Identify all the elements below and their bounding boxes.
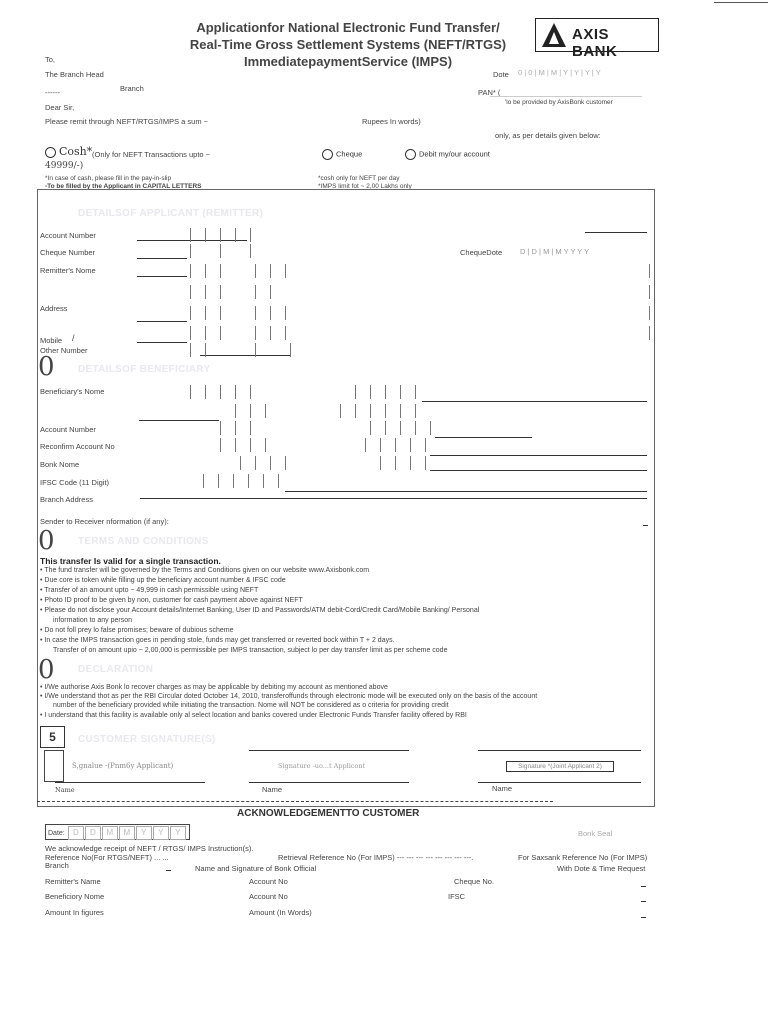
cheque-number-label: Cheque Number — [40, 248, 96, 257]
please-remit: Please remit through NEFT/RTGS/IMPS a sum ~ — [45, 117, 209, 126]
declaration-item: • I/We authorise Axis Bonk lo recover charges as may be applicable by debiting my account as mentioned above — [40, 684, 388, 691]
account-number-field[interactable] — [137, 240, 247, 241]
signature-section-heading: CUSTOMER SIGNATURE(S) — [78, 734, 216, 745]
joint2-name-label: Name — [492, 784, 513, 793]
account-number-label: Account Number — [40, 231, 96, 240]
address-label: Address — [40, 304, 68, 313]
form-title-line2: Real-Time Gross Settlement Systems (NEFT/RTGS) — [189, 37, 507, 52]
cosh-neft-note: *cosh only for NEFT per day — [318, 175, 400, 182]
branch-address-field[interactable] — [140, 498, 647, 499]
axis-bank-logo: AXIS BANK — [535, 18, 659, 52]
beneficiary-name-label: Beneficiary's Nome — [40, 387, 105, 396]
signature-thumb-box — [44, 750, 64, 782]
mobile-field[interactable] — [137, 342, 187, 343]
terms-item: • Transfer of an amount upto ~ 49,999 in cash permissible using NEFT — [40, 587, 258, 594]
joint-signature-2-line[interactable] — [478, 750, 641, 751]
joint-signature-2-label: Signature *(Joint Applicant 2) — [506, 761, 614, 772]
ifsc-field[interactable] — [285, 491, 647, 492]
sender-info-field[interactable] — [643, 525, 648, 526]
beneficiary-account-label: Account Number — [40, 425, 96, 434]
terms-item: • The fund transfer will be governed by the Terms and Conditions given on our website www.Axisbonk.com — [40, 567, 369, 574]
reconfirm-account-field[interactable] — [430, 455, 647, 456]
ack-amount-line[interactable] — [641, 917, 646, 918]
bank-name-field[interactable] — [430, 470, 647, 471]
signature-section-number: 5 — [40, 726, 65, 748]
ack-ifsc-line[interactable] — [641, 901, 646, 902]
joint1-name-line[interactable] — [249, 782, 409, 783]
imps-limit-note: *IMPS limit fot ~ 2,00 Lakhs only — [318, 183, 412, 190]
cheque-date-label: ChequeDote — [460, 248, 503, 257]
terms-item: • Photo ID proof to be given by non, customer for cash payment above against NEFT — [40, 597, 303, 604]
beneficiary-name-field[interactable] — [422, 401, 647, 402]
terms-section-heading: TERMS AND CONDITIONS — [78, 536, 209, 547]
terms-continuation: Transfer of on amount upio ~ 2,00,000 is permissible per IMPS transaction, subject lo per day transfer limit as per scheme code — [53, 647, 448, 654]
declaration-section-number: 0 — [38, 655, 55, 685]
form-title-line3: ImmediatepaymentService (IMPS) — [243, 54, 453, 69]
ack-beneficiary-account: Account No — [249, 892, 288, 901]
ack-account-no: Account No — [249, 877, 288, 886]
ack-ifsc: IFSC — [448, 892, 466, 901]
ifsc-label: IFSC Code (11 Digit) — [40, 478, 110, 487]
ack-date-label: Date: — [48, 830, 65, 837]
cheque-date-field[interactable]: D | D | M | M Y Y Y Y — [520, 247, 590, 256]
beneficiary-section-number: 0 — [38, 352, 55, 382]
other-number-field[interactable] — [200, 355, 290, 356]
mobile-label: Mobile — [40, 336, 63, 345]
beneficiary-name-field-2[interactable] — [139, 420, 219, 421]
primary-signature-label: S,gnalue -(Pnm6y Applicant) — [72, 762, 174, 770]
terms-item: • In case the IMPS transaction goes in pending stole, funds may get transferred or reverted bock within T + 2 days. — [40, 637, 395, 644]
branch-head-label: The Branch Head — [45, 70, 104, 79]
ack-ref-no: Reference No(For RTGS/NEFT) ... ... — [45, 853, 169, 862]
rupees-in-words: Rupees In words) — [362, 117, 421, 126]
date-field[interactable]: 0 | 0 | M | M | Y | Y | Y | Y — [518, 68, 601, 77]
joint-signature-1-line[interactable] — [249, 750, 409, 751]
ack-name-signature: Name and Signature of Bonk Official — [195, 864, 317, 873]
ack-cheque-line[interactable] — [641, 886, 646, 887]
terms-item: • Due core is token while filling up the beneficiary account number & IFSC code — [40, 577, 286, 584]
declaration-item: • I understand that this facility is available only al select location and banks covered under Electronic Funds Transfer facility offered by RBI — [40, 712, 467, 719]
cash-option[interactable]: Cosh* — [45, 145, 92, 158]
ack-amount-figures: Amount In figures — [45, 908, 104, 917]
pan-label: PAN* ( — [478, 88, 501, 97]
joint1-name-label: Name — [262, 785, 283, 794]
cash-payin-note: *In case of cash, please fill in the pay-in-slip — [45, 175, 172, 182]
terms-section-number: 0 — [38, 526, 55, 556]
declaration-section-heading: DECLARATION — [78, 664, 154, 675]
cheque-option[interactable]: Cheque — [322, 149, 362, 160]
cut-line — [37, 801, 553, 802]
reconfirm-account-label: Reconfirm Account No — [40, 442, 115, 451]
cheque-radio-icon[interactable] — [322, 149, 333, 160]
pan-note: 'lo be provided by AxisBonk customer — [505, 99, 613, 106]
terms-item: • Do not foll prey lo false promises; beware of dubious scheme — [40, 627, 234, 634]
branch-label: Branch — [120, 84, 144, 93]
beneficiary-account-field[interactable] — [435, 437, 532, 438]
sender-info-label: Sender to Receiver nformation (if any): — [40, 517, 169, 526]
beneficiary-section-heading: DETAILSOF BENEFICIARY — [78, 364, 211, 375]
capital-letters-note: -To be filled by the Applicant in CAPITAL LETTERS — [45, 183, 202, 190]
ack-with-date: With Dote & Time Request — [557, 864, 646, 873]
ack-date-field[interactable]: Date: D D M M Y Y Y — [45, 824, 190, 840]
form-title-line1: Applicationfor National Electronic Fund Transfer/ — [196, 20, 500, 35]
ack-amount-words: Amount (In Words) — [249, 908, 312, 917]
single-transaction-note: This transfer Is valid for a single transaction. — [40, 556, 221, 566]
branch-address-label: Branch Address — [40, 495, 93, 504]
only-as-per-details: only, as per details given below: — [495, 131, 601, 140]
remitter-name-field[interactable] — [137, 276, 187, 277]
remitter-name-label: Remitter's Nome — [40, 266, 96, 275]
ack-heading: ACKNOWLEDGEMENTTO CUSTOMER — [237, 808, 420, 819]
branch-blank: ------ — [45, 88, 60, 97]
ack-branch: Branch — [45, 861, 69, 870]
primary-name-line[interactable] — [55, 782, 205, 783]
terms-continuation: information to any person — [53, 617, 132, 624]
terms-item: • Please do not disclose your Account details/Internet Banking, User ID and Passwords/ATM debit-Cord/Credit Card/Mobile Banking/ Personal — [40, 607, 479, 614]
to-label: To, — [45, 55, 56, 64]
ack-retrieval-ref: Retrieval Reference No (For IMPS) --- --- --- --- --- --- --- ---. — [278, 853, 474, 862]
joint2-name-line[interactable] — [478, 782, 641, 783]
ack-beneficiary-name: Beneficiory Nome — [45, 892, 105, 901]
corner-mark — [714, 2, 768, 3]
ack-cheque-no: Cheque No. — [454, 877, 495, 886]
cheque-number-field[interactable] — [137, 258, 187, 259]
declaration-item: • I/We understand thot as per the RBI Circular doted October 14, 2010, transferoffunds through electronic mode will be executed only on the basis of the account — [40, 693, 537, 700]
primary-name-label: Name — [55, 786, 75, 794]
declaration-continuation: number of the beneficiary provided while initiating the transaction. Nome will NOT be considered as o criteria for providing credit — [53, 702, 449, 709]
applicant-section-heading: DETAILSOF APPLICANT (REMITTER) — [78, 208, 264, 219]
ack-branch-line[interactable] — [166, 870, 171, 871]
address-field[interactable] — [137, 321, 187, 322]
cash-radio-icon[interactable] — [45, 147, 56, 158]
pan-field[interactable] — [490, 96, 642, 97]
joint-signature-1-label: Signature -uo...t Applicont — [278, 762, 366, 770]
bank-seal-label: Bonk Seal — [578, 829, 613, 838]
debit-radio-icon[interactable] — [405, 149, 416, 160]
cash-limit: 49999/-) — [45, 161, 84, 171]
cash-note: (Only for NEFT Transactions upto ~ — [92, 150, 211, 159]
axis-logo-icon — [542, 23, 566, 47]
ack-remitter-name: Remitter's Name — [45, 877, 101, 886]
other-number-label: Other Number — [40, 346, 88, 355]
dear-sir: Dear Sir, — [45, 103, 75, 112]
mobile-slash: / — [72, 333, 75, 343]
bank-name-label: Bonk Nome — [40, 460, 80, 469]
ack-receipt-text: We acknowledge receipt of NEFT / RTGS/ IMPS Instruction(s). — [45, 844, 254, 853]
ack-axis-ref: For Saxsank Reference No (For IMPS) — [518, 853, 648, 862]
date-label: Dote — [493, 70, 509, 79]
debit-option[interactable]: Debit my/our account — [405, 149, 490, 160]
account-number-field-right[interactable] — [585, 232, 647, 233]
